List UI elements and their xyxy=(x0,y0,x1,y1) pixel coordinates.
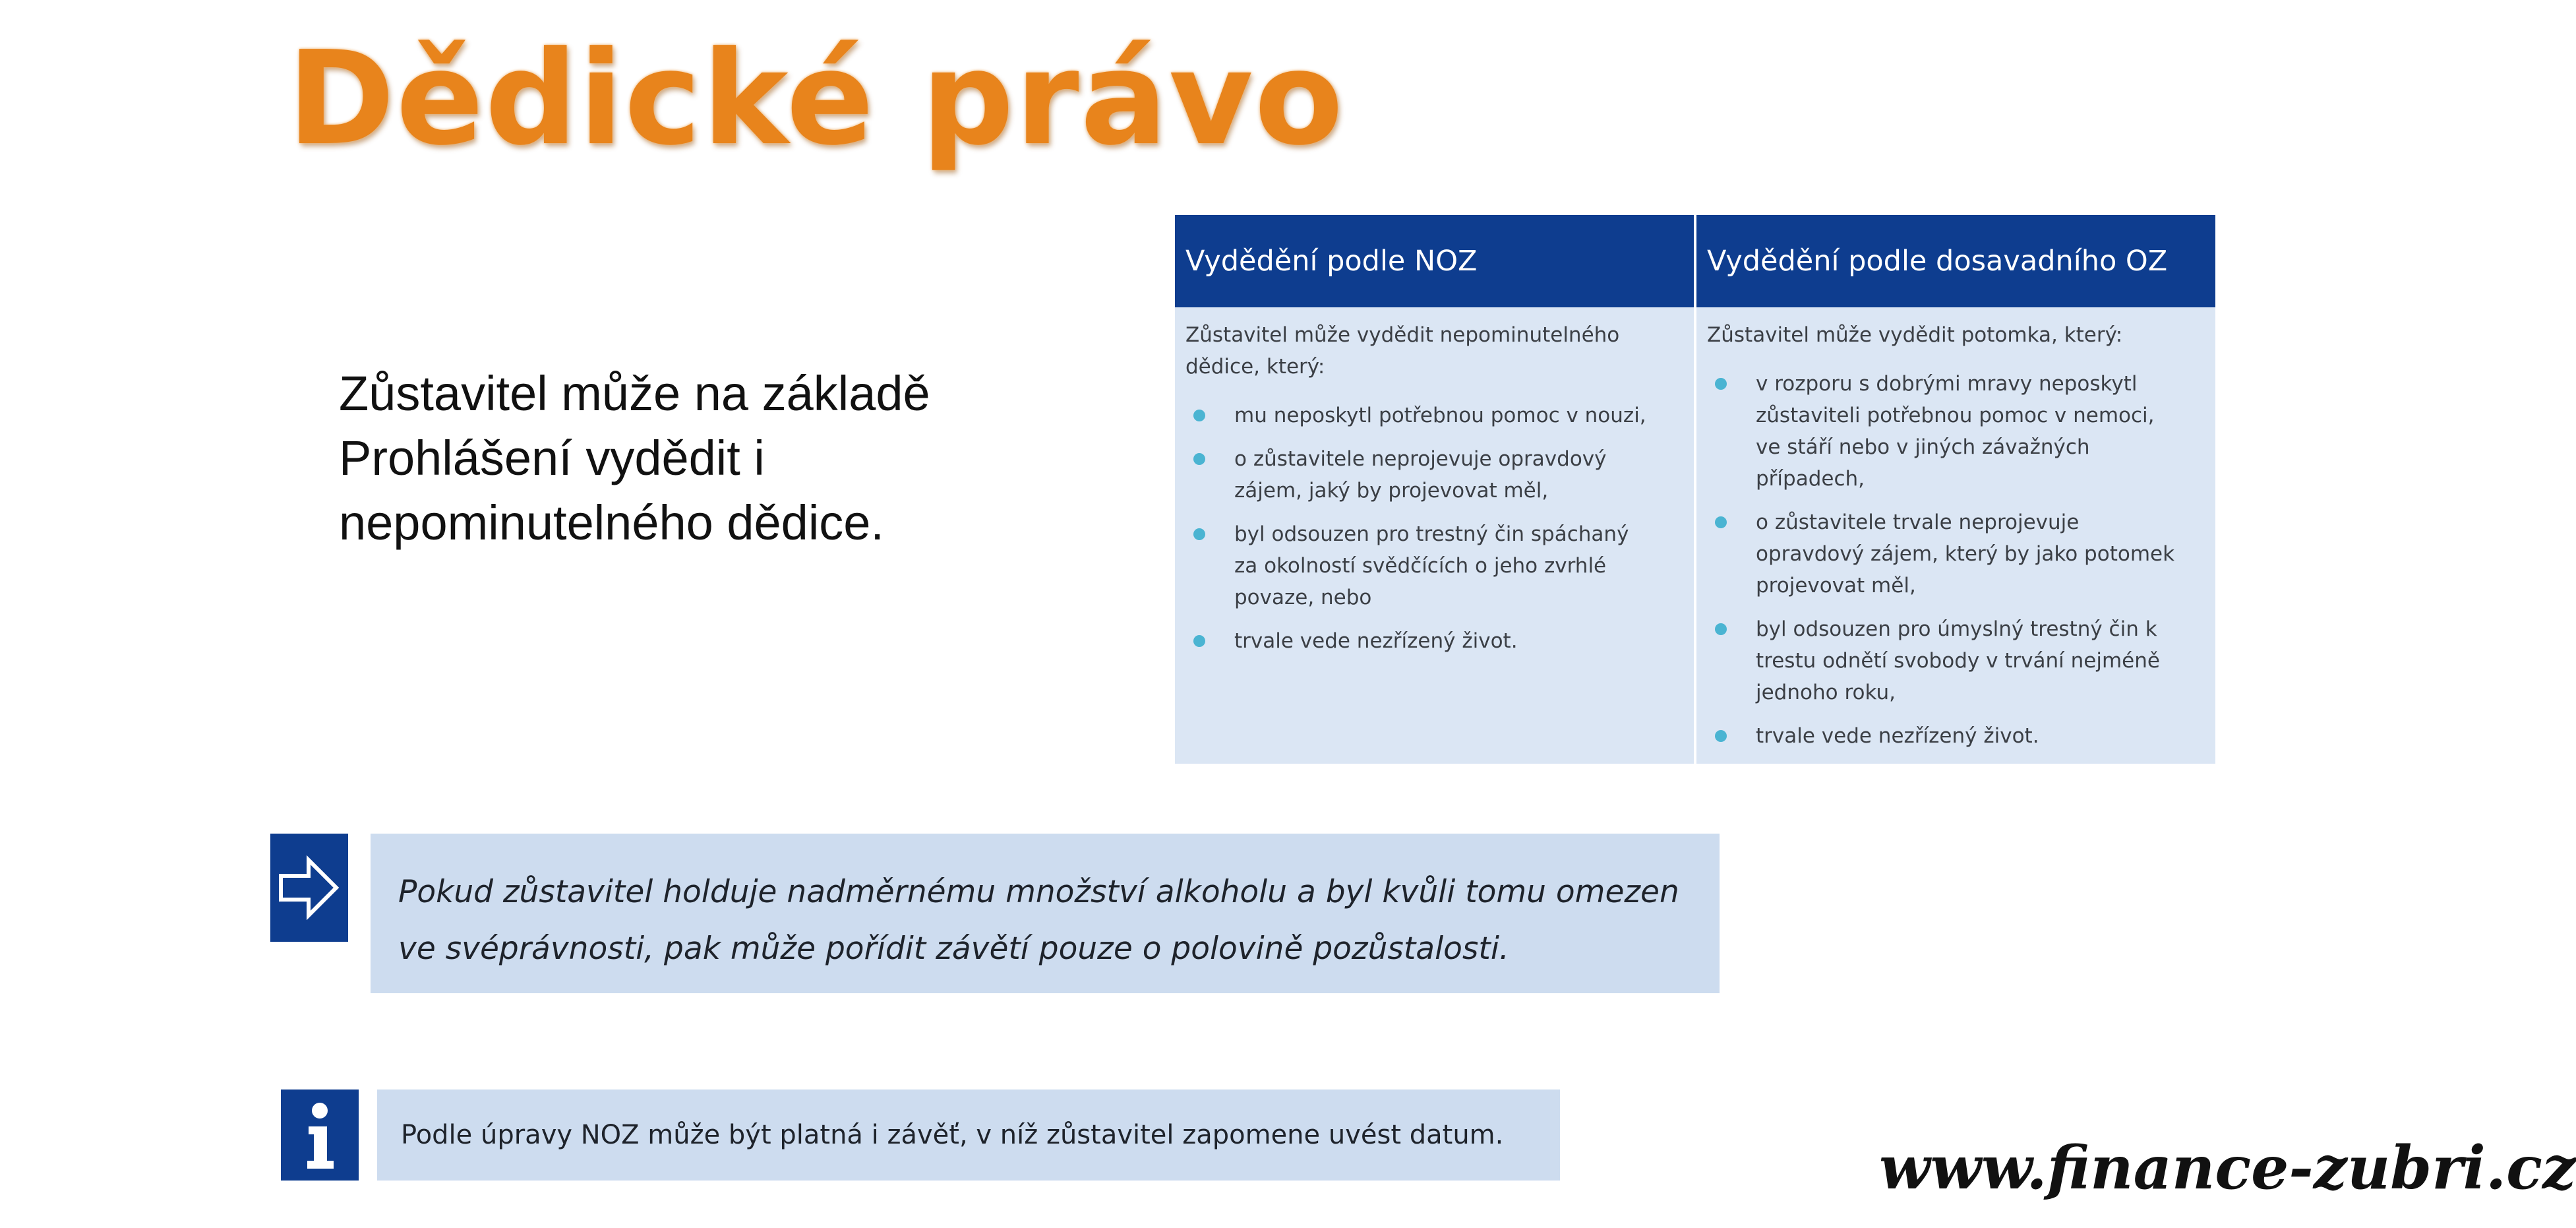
list-item: byl odsouzen pro úmyslný trestný čin k trestu odnětí svobody v trvání nejméně jednoho roku, xyxy=(1707,613,2178,708)
column-header: Vydědění podle NOZ xyxy=(1175,215,1694,307)
list-item: byl odsouzen pro trestný čin spáchaný za okolností svědčících o jeho zvrhlé povaze, nebo xyxy=(1185,518,1656,613)
column-oz xyxy=(1694,215,2215,764)
column-header: Vydědění podle dosavadního OZ xyxy=(1696,215,2215,307)
intro-line: nepominutelného dědice. xyxy=(339,495,884,550)
list-item: trvale vede nezřízený život. xyxy=(1707,720,2178,752)
info-note: Podle úpravy NOZ může být platná i závěť, v níž zůstavitel zapomene uvést datum. xyxy=(377,1090,1560,1181)
comparison-table xyxy=(1175,215,2215,764)
info-icon xyxy=(281,1090,359,1181)
list-item: trvale vede nezřízený život. xyxy=(1185,625,1656,657)
column-body xyxy=(1696,307,2215,764)
arrow-right-icon xyxy=(270,834,348,942)
intro-line: Prohlášení vydědit i xyxy=(339,431,765,485)
column-intro: Zůstavitel může vydědit potomka, který: xyxy=(1707,323,2123,347)
column-intro: Zůstavitel může vydědit nepominutelného dědice, který: xyxy=(1185,323,1620,379)
column-body xyxy=(1175,307,1694,764)
list-item: o zůstavitele neprojevuje opravdový zájem, jaký by projevovat měl, xyxy=(1185,443,1656,507)
intro-text xyxy=(339,361,1104,555)
intro-line: Zůstavitel může na základě xyxy=(339,366,930,421)
column-noz xyxy=(1175,215,1694,764)
bullet-list xyxy=(1185,400,1681,657)
bullet-list xyxy=(1707,368,2202,752)
arrow-note xyxy=(371,834,1720,993)
arrow-note-line: ve svéprávnosti, pak může pořídit závětí pouze o polovině pozůstalosti. xyxy=(398,931,1509,967)
list-item: mu neposkytl potřebnou pomoc v nouzi, xyxy=(1185,400,1656,431)
watermark: www.finance-zubri.cz xyxy=(1879,1133,2576,1203)
list-item: o zůstavitele trvale neprojevuje opravdový zájem, který by jako potomek projevovat měl, xyxy=(1707,507,2178,601)
list-item: v rozporu s dobrými mravy neposkytl zůstaviteli potřebnou pomoc v nemoci, ve stáří nebo v jiných závažných případech, xyxy=(1707,368,2178,495)
page-title: Dědické právo xyxy=(287,24,1345,174)
arrow-note-line: Pokud zůstavitel holduje nadměrnému množství alkoholu a byl kvůli tomu omezen xyxy=(398,874,1679,910)
